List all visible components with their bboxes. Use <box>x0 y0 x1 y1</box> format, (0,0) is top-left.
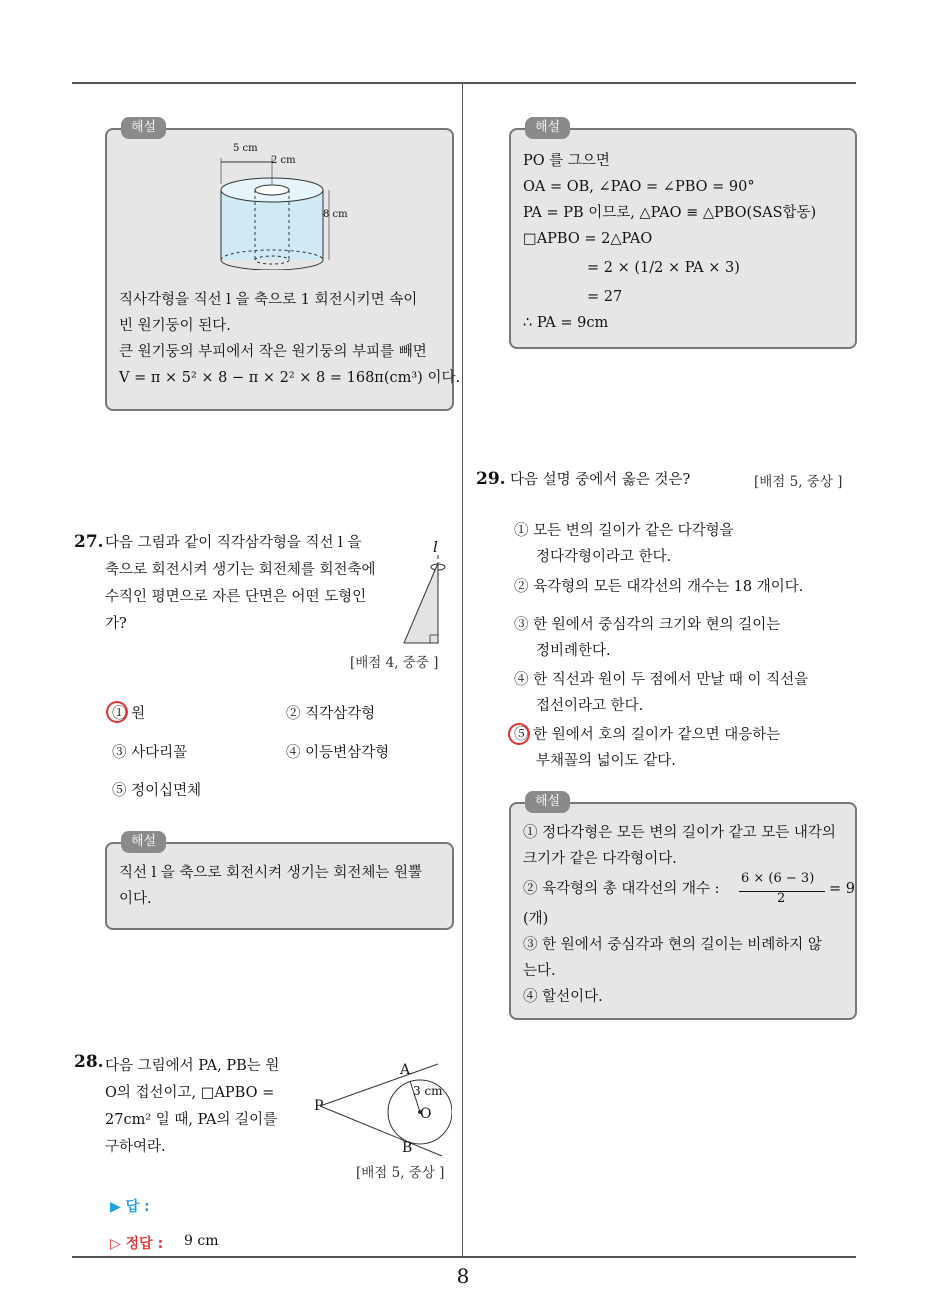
correct-answer-value: 9 cm <box>184 1233 219 1249</box>
question-29-score: [배점 5, 중상 ] <box>754 474 843 490</box>
question-28-score: [배점 5, 중상 ] <box>356 1165 445 1181</box>
explanation-line: 이다. <box>119 891 152 907</box>
page-number: 8 <box>456 1264 470 1288</box>
option-line: ② 육각형의 모든 대각선의 개수는 18 개이다. <box>514 579 804 595</box>
option-27-4[interactable]: ④ 이등변삼각형 <box>286 745 390 761</box>
question-27-score: [배점 4, 중중 ] <box>350 655 439 671</box>
explanation-text: = 9 <box>829 881 855 897</box>
option-29-5[interactable] <box>514 722 780 774</box>
question-line: 가? <box>105 616 127 632</box>
hollow-cylinder-figure <box>207 150 407 270</box>
right-triangle-figure <box>400 545 460 655</box>
option-line: 접선이라고 한다. <box>536 698 644 714</box>
figure-label-radius: 2 cm <box>271 155 296 166</box>
explanation-line: OA = OB, ∠PAO = ∠PBO = 90° <box>523 179 755 195</box>
question-27-text <box>105 530 390 638</box>
explanation-line: 직선 l 을 축으로 회전시켜 생기는 회전체는 원뿔 <box>119 865 423 881</box>
fraction-numerator: 6 × (6 − 3) <box>741 871 815 886</box>
option-29-3[interactable] <box>514 612 780 664</box>
explanation-line: □APBO = 2△PAO <box>523 231 653 247</box>
question-number-27: 27. <box>74 532 104 552</box>
figure-label-width: 5 cm <box>233 143 258 154</box>
explanation-line: ① 정다각형은 모든 변의 길이가 같고 모든 내각의 <box>523 825 836 841</box>
explanation-line: = 2 × (1/2 × PA × 3) <box>587 260 740 276</box>
explanation-line: ④ 할선이다. <box>523 989 603 1005</box>
selected-circle-icon <box>508 723 530 745</box>
option-27-2[interactable]: ② 직각삼각형 <box>286 706 376 722</box>
question-29-text: 다음 설명 중에서 옳은 것은? <box>510 472 691 488</box>
fraction-denominator: 2 <box>777 891 786 906</box>
explanation-line: 빈 원기둥이 된다. <box>119 318 231 334</box>
option-27-1[interactable]: ① 원 <box>112 701 145 727</box>
explanation-line: (개) <box>523 911 549 927</box>
option-line: ① 모든 변의 길이가 같은 다각형을 <box>514 523 734 539</box>
point-label-A: A <box>400 1062 411 1078</box>
option-27-5[interactable]: ⑤ 정이십면체 <box>112 783 202 799</box>
explanation-box-29 <box>509 794 857 1020</box>
column-divider <box>462 84 463 1256</box>
explanation-box-26 <box>105 120 461 411</box>
explanation-box-28 <box>509 120 857 349</box>
answer-label: ▶ 답 : <box>110 1199 150 1215</box>
option-29-1[interactable] <box>514 518 734 570</box>
explanation-tag: 해설 <box>525 117 570 139</box>
explanation-line: ③ 한 원에서 중심각과 현의 길이는 비례하지 않 <box>523 937 822 953</box>
explanation-line: = 27 <box>587 289 623 305</box>
option-line: ⑤ 한 원에서 호의 길이가 같으면 대응하는 <box>514 727 781 743</box>
correct-answer-label: ▷ 정답 : <box>110 1236 164 1252</box>
explanation-tag: 해설 <box>121 117 166 139</box>
explanation-line: ∴ PA = 9cm <box>523 315 609 331</box>
question-line: 축으로 회전시켜 생기는 회전체를 회전축에 <box>105 562 376 578</box>
option-line: ④ 한 직선과 원이 두 점에서 만날 때 이 직선을 <box>514 672 809 688</box>
explanation-line: 크기가 같은 다각형이다. <box>523 851 677 867</box>
explanation-line: 직사각형을 직선 l 을 축으로 1 회전시키면 속이 <box>119 292 418 308</box>
option-27-3[interactable]: ③ 사다리꼴 <box>112 745 188 761</box>
option-29-4[interactable] <box>514 667 808 719</box>
explanation-line: V = π × 5² × 8 − π × 2² × 8 = 168π(cm³) 이다. <box>119 370 461 386</box>
point-label-B: B <box>402 1140 413 1156</box>
question-line: 구하여라. <box>105 1139 166 1155</box>
question-line: 다음 그림과 같이 직각삼각형을 직선 l 을 <box>105 535 362 551</box>
explanation-tag: 해설 <box>121 831 166 853</box>
point-label-P: P <box>314 1098 324 1114</box>
question-number-29: 29. <box>476 469 506 489</box>
top-rule <box>72 82 856 84</box>
option-29-2[interactable] <box>514 574 803 600</box>
figure-label-height: 8 cm <box>323 209 348 220</box>
bottom-rule <box>72 1256 856 1258</box>
option-line: 정다각형이라고 한다. <box>536 549 672 565</box>
explanation-text: ② 육각형의 총 대각선의 개수 : <box>523 881 720 897</box>
explanation-tag: 해설 <box>525 791 570 813</box>
explanation-box-27 <box>105 834 454 930</box>
question-number-28: 28. <box>74 1052 104 1072</box>
question-line: O의 접선이고, □APBO = <box>105 1085 275 1101</box>
question-line: 27cm² 일 때, PA의 길이를 <box>105 1112 278 1128</box>
axis-label-l: l <box>433 538 438 556</box>
radius-label: 3 cm <box>413 1084 443 1098</box>
option-line: 부채꼴의 넓이도 같다. <box>536 753 676 769</box>
option-line: ③ 한 원에서 중심각의 크기와 현의 길이는 <box>514 617 781 633</box>
explanation-line: 는다. <box>523 963 556 979</box>
explanation-line: 큰 원기둥의 부피에서 작은 원기둥의 부피를 빼면 <box>119 344 427 360</box>
explanation-line: PO 를 그으면 <box>523 153 610 169</box>
question-line: 다음 그림에서 PA, PB는 원 <box>105 1058 280 1074</box>
explanation-line: PA = PB 이므로, △PAO ≡ △PBO(SAS합동) <box>523 205 817 221</box>
question-line: 수직인 평면으로 자른 단면은 어떤 도형인 <box>105 589 367 605</box>
explanation-line <box>523 872 853 906</box>
point-label-O: O <box>420 1106 432 1122</box>
selected-circle-icon <box>106 701 128 723</box>
option-line: 정비례한다. <box>536 643 611 659</box>
question-28-text <box>105 1053 300 1161</box>
